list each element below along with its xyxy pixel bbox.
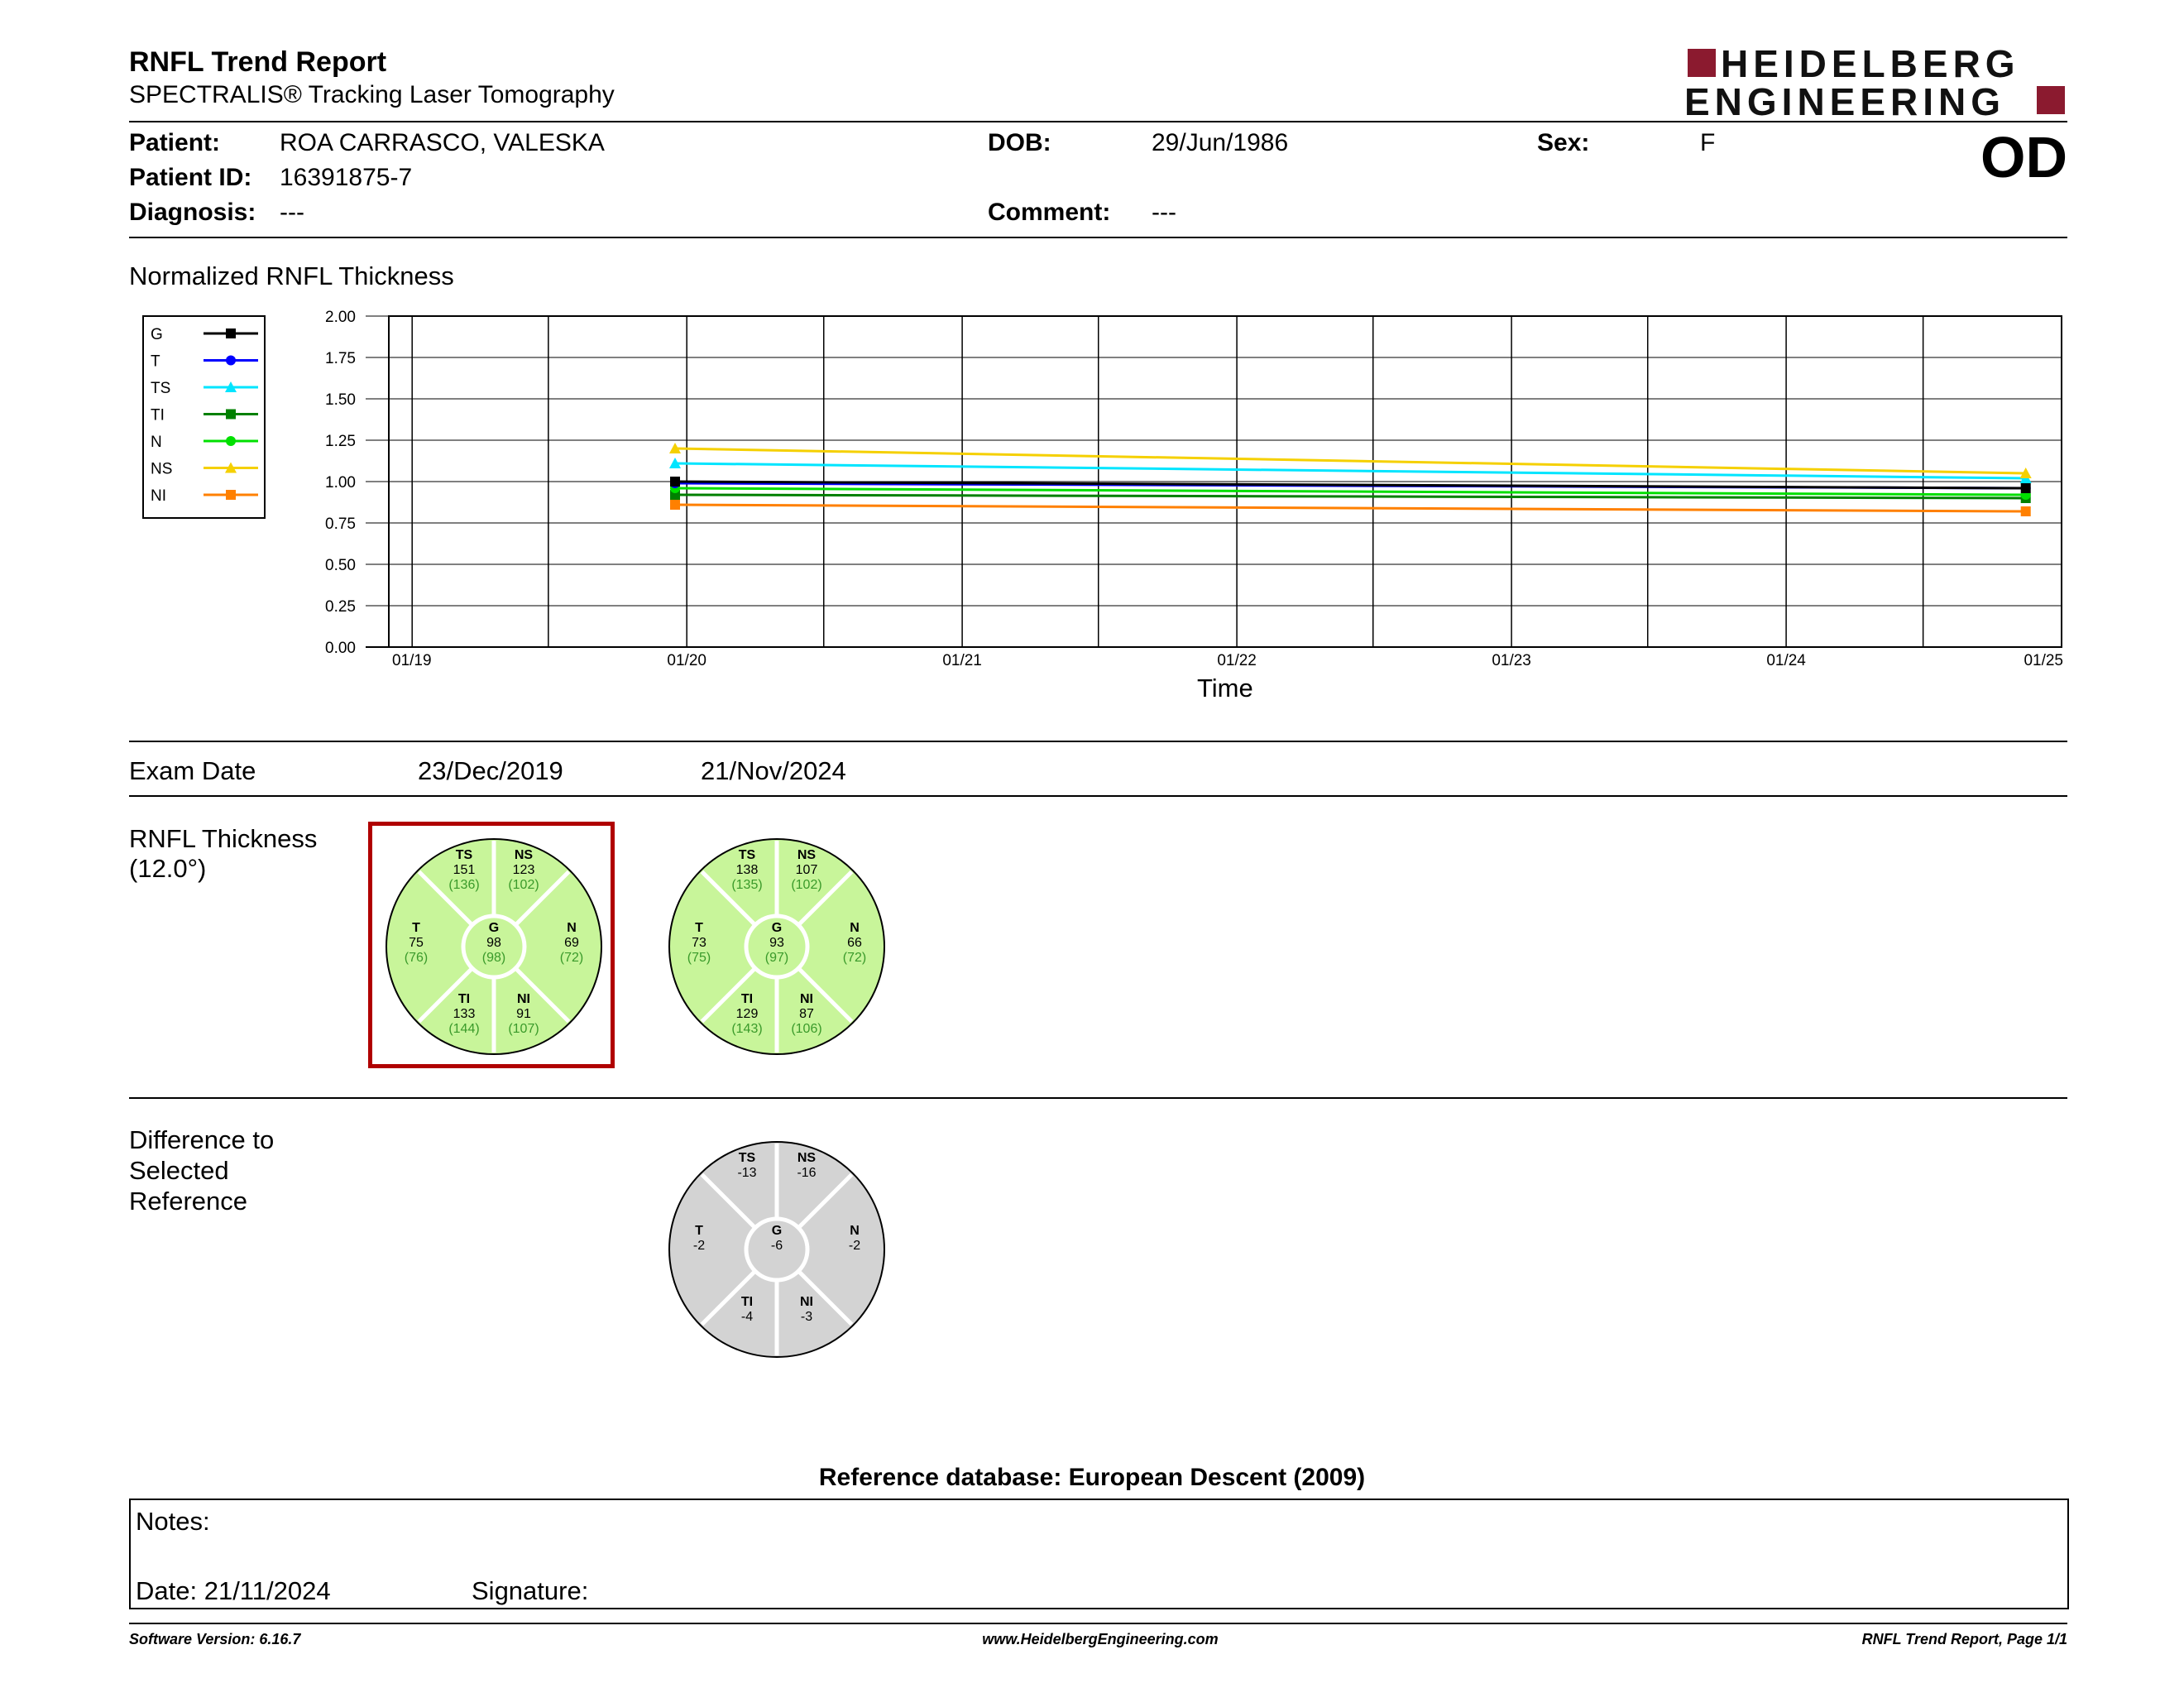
sector-name-G: G [771,921,783,935]
legend-marker-G [226,328,236,338]
series-point-G [2021,483,2031,493]
sector-value-NS: 123 [512,863,535,877]
sex-value: F [1700,129,1716,156]
exam-divider [129,795,2067,797]
patient-name: ROA CARRASCO, VALESKA [280,129,605,156]
patient-label: Patient: [129,129,221,156]
trend-chart [281,300,2068,713]
y-tick-label: 1.50 [325,391,356,409]
legend-marker-T [226,356,236,366]
sector-value-N: -2 [848,1239,861,1253]
sector-reference-TI: (144) [448,1022,480,1036]
sector-value-NI: -3 [800,1310,813,1324]
sector-name-G: G [488,921,500,935]
sector-value-TS: 151 [453,863,476,877]
diagnosis-value: --- [280,199,304,226]
exam-date-2: 21/Nov/2024 [701,756,846,785]
sector-value-G: 93 [769,936,784,950]
chart-divider [129,741,2067,742]
y-tick-label: 0.50 [325,557,356,574]
y-tick-label: 1.25 [325,433,356,450]
sector-value-TI: 129 [735,1007,759,1021]
software-version: Software Version: 6.16.7 [129,1631,301,1647]
logo-line-2: ENGINEERING [1684,80,2006,123]
sector-name-T: T [695,1224,703,1238]
x-tick-label: 01/25 [2024,652,2063,669]
y-tick-label: 0.00 [325,640,356,657]
x-tick-label: 01/24 [1766,652,1806,669]
sector-reference-T: (76) [404,951,429,965]
notes-box [129,1499,2069,1609]
sector-name-N: N [850,1224,860,1238]
sector-value-NI: 91 [516,1007,531,1021]
difference-label-3: Reference [129,1187,248,1216]
sector-name-TI: TI [740,992,754,1006]
legend-label-NI: NI [151,487,166,505]
legend-marker-NI [226,490,236,500]
sector-value-NI: 87 [799,1007,814,1021]
difference-label-2: Selected [129,1156,229,1185]
sector-value-NS: -16 [797,1166,817,1180]
sector-name-TS: TS [455,848,473,862]
sector-name-TI: TI [457,992,471,1006]
header-divider [129,121,2067,122]
sector-reference-TS: (136) [448,878,480,892]
notes-date: Date: 21/11/2024 [136,1576,331,1605]
sector-value-T: -2 [692,1239,706,1253]
exam-date-label: Exam Date [129,756,256,785]
sector-reference-G: (98) [481,951,506,965]
series-line-TI [675,495,2026,498]
sector-value-G: -6 [770,1239,783,1253]
legend-label-G: G [151,326,163,343]
series-line-N [675,488,2026,495]
rnfl-angle: (12.0°) [129,854,207,883]
x-tick-label: 01/22 [1217,652,1257,669]
legend-label-TS: TS [151,380,171,397]
x-tick-label: 01/23 [1492,652,1531,669]
legend-label-N: N [151,434,162,451]
sector-value-N: 69 [564,936,579,950]
diagnosis-label: Diagnosis: [129,199,256,226]
dob-value: 29/Jun/1986 [1152,129,1289,156]
chart-title: Normalized RNFL Thickness [129,261,454,290]
patient-id-label: Patient ID: [129,164,252,191]
series-point-NI [2021,506,2031,516]
sector-reference-NS: (102) [791,878,822,892]
sector-name-NS: NS [514,848,534,862]
rnfl-circle-exam-2[interactable] [666,836,888,1057]
legend-label-TI: TI [151,406,165,424]
report-subtitle: SPECTRALIS® Tracking Laser Tomography [129,81,615,108]
sector-name-NI: NI [800,1295,813,1309]
sector-value-N: 66 [847,936,862,950]
reference-database: Reference database: European Descent (2009) [818,1464,1366,1491]
sector-reference-N: (72) [559,951,584,965]
signature-label: Signature: [472,1576,589,1605]
sector-name-N: N [567,921,577,935]
sector-value-TS: -13 [737,1166,757,1180]
sector-reference-N: (72) [842,951,867,965]
sector-value-NS: 107 [795,863,818,877]
sector-value-T: 73 [692,936,706,950]
sector-name-NI: NI [800,992,813,1006]
logo-line-1: HEIDELBERG [1721,42,2020,85]
sector-value-TI: 133 [453,1007,476,1021]
sector-value-TS: 138 [735,863,759,877]
legend-marker-TI [226,410,236,420]
sector-reference-NS: (102) [508,878,539,892]
y-tick-label: 1.75 [325,350,356,367]
sector-name-NI: NI [517,992,530,1006]
patient-divider [129,237,2067,238]
sector-name-TI: TI [740,1295,754,1309]
y-tick-label: 1.00 [325,474,356,492]
chart-xlabel: Time [1197,674,1253,703]
sector-value-G: 98 [486,936,501,950]
sector-name-T: T [412,921,420,935]
rnfl-divider [129,1097,2067,1099]
notes-label: Notes: [136,1507,210,1536]
sector-reference-NI: (107) [508,1022,539,1036]
x-tick-label: 01/21 [942,652,982,669]
series-line-NI [675,505,2026,511]
sex-label: Sex: [1537,129,1590,156]
y-tick-label: 2.00 [325,309,356,326]
sector-reference-NI: (106) [791,1022,822,1036]
footer-divider [129,1623,2067,1624]
website: www.HeidelbergEngineering.com [982,1631,1219,1647]
sector-reference-TI: (143) [731,1022,763,1036]
x-tick-label: 01/19 [392,652,432,669]
sector-value-TI: -4 [740,1310,754,1324]
difference-label-1: Difference to [129,1125,275,1154]
x-tick-label: 01/20 [667,652,706,669]
legend-label-T: T [151,352,160,371]
comment-value: --- [1152,199,1176,226]
sector-name-G: G [771,1224,783,1238]
eye-indicator: OD [1980,125,2067,189]
comment-label: Comment: [988,199,1111,226]
exam-date-1: 23/Dec/2019 [418,756,563,785]
sector-name-TS: TS [738,848,756,862]
chart-legend [142,315,266,519]
series-point-NI [670,500,680,510]
sector-name-N: N [850,921,860,935]
legend-svg [144,317,264,517]
sector-name-NS: NS [797,848,817,862]
sector-name-TS: TS [738,1151,756,1165]
sector-name-NS: NS [797,1151,817,1165]
difference-circle [666,1139,888,1360]
legend-marker-N [226,436,236,446]
sector-name-T: T [695,921,703,935]
y-tick-label: 0.75 [325,516,356,533]
rnfl-label: RNFL Thickness [129,824,318,853]
sector-value-T: 75 [409,936,424,950]
series-point-G [670,477,680,487]
dob-label: DOB: [988,129,1051,156]
patient-id: 16391875-7 [280,164,413,191]
y-tick-label: 0.25 [325,598,356,616]
sector-reference-TS: (135) [731,878,763,892]
legend-label-NS: NS [151,460,173,478]
rnfl-circle-exam-1[interactable] [383,836,605,1057]
page-indicator: RNFL Trend Report, Page 1/1 [1861,1631,2067,1647]
report-title: RNFL Trend Report [129,46,387,78]
sector-reference-G: (97) [764,951,789,965]
sector-reference-T: (75) [687,951,711,965]
